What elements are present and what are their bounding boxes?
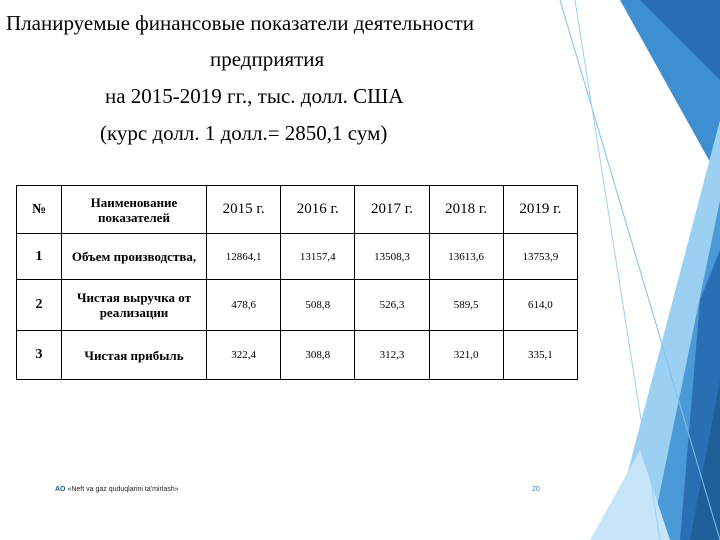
row-value: 308,8 <box>281 331 355 380</box>
footer-organization <box>55 486 179 493</box>
title-line-1: Планируемые финансовые показатели деятельности <box>6 11 474 35</box>
financial-indicators-table <box>16 185 578 380</box>
table-header-row <box>17 186 578 234</box>
title-line-4: (курс долл. 1 долл.= 2850,1 сум) <box>100 121 388 145</box>
header-number: № <box>17 186 62 234</box>
row-value: 322,4 <box>207 331 281 380</box>
title-line-3: на 2015-2019 гг., тыс. долл. США <box>105 84 404 108</box>
header-year: 2015 г. <box>207 186 281 234</box>
table-row <box>17 234 578 280</box>
footer-org-name: «Neft va gaz quduqlarini ta'mirlash» <box>67 486 179 493</box>
header-year: 2016 г. <box>281 186 355 234</box>
row-number: 1 <box>17 234 62 280</box>
row-value: 312,3 <box>355 331 429 380</box>
row-value: 335,1 <box>503 331 577 380</box>
title-line-2: предприятия <box>210 47 325 71</box>
row-value: 508,8 <box>281 280 355 331</box>
row-value: 13753,9 <box>503 234 577 280</box>
row-value: 478,6 <box>207 280 281 331</box>
page-number: 20 <box>532 486 540 493</box>
table-row <box>17 280 578 331</box>
header-year: 2019 г. <box>503 186 577 234</box>
row-indicator-name: Чистая прибыль <box>62 331 207 380</box>
row-indicator-name: Чистая выручка от реализации <box>62 280 207 331</box>
row-value: 589,5 <box>429 280 503 331</box>
row-value: 13508,3 <box>355 234 429 280</box>
row-number: 3 <box>17 331 62 380</box>
footer-org-prefix: AO <box>55 486 66 493</box>
row-value: 614,0 <box>503 280 577 331</box>
row-indicator-name: Объем производства, <box>62 234 207 280</box>
table-row <box>17 331 578 380</box>
row-value: 12864,1 <box>207 234 281 280</box>
header-year: 2018 г. <box>429 186 503 234</box>
header-year: 2017 г. <box>355 186 429 234</box>
row-value: 13613,6 <box>429 234 503 280</box>
row-number: 2 <box>17 280 62 331</box>
row-value: 321,0 <box>429 331 503 380</box>
header-indicator-name: Наименование показателей <box>62 186 207 234</box>
row-value: 526,3 <box>355 280 429 331</box>
row-value: 13157,4 <box>281 234 355 280</box>
